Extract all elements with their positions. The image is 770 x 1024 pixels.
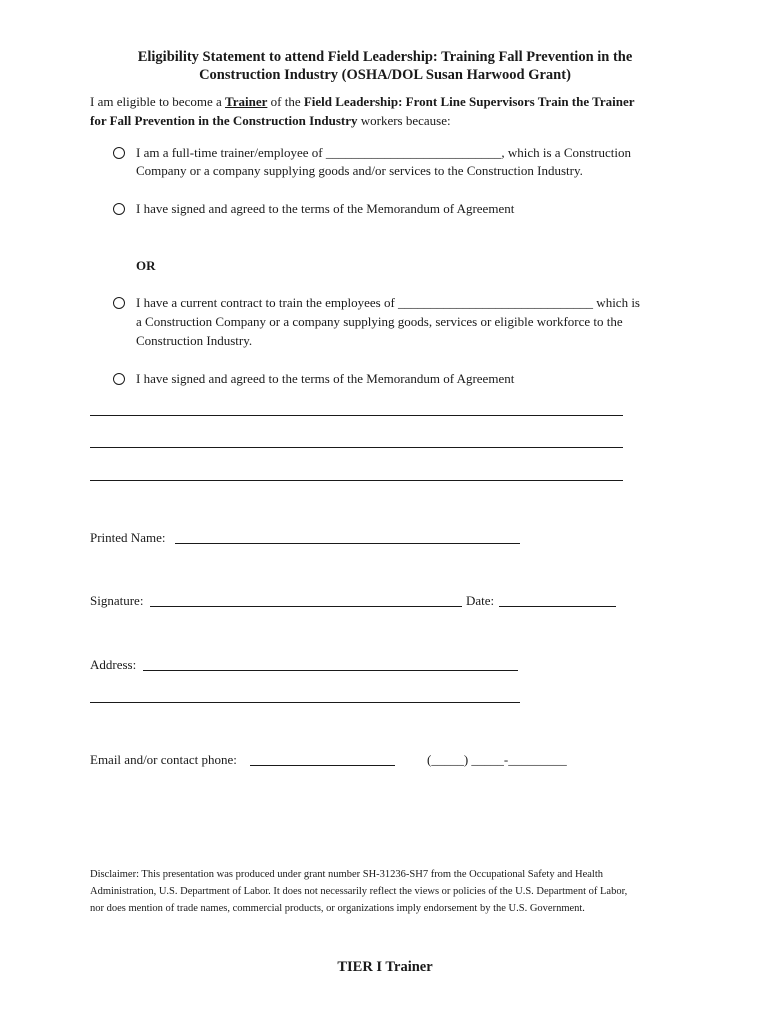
intro-text-end: workers because: bbox=[357, 113, 451, 128]
intro-line-2 bbox=[90, 111, 451, 130]
option-3-line-1: I have a current contract to train the employees of ______________________________ which is bbox=[136, 295, 640, 310]
date-label: Date: bbox=[466, 593, 495, 608]
document-title-line-1: Eligibility Statement to attend Field Leadership: Training Fall Prevention in the bbox=[137, 49, 633, 65]
intro-line-1 bbox=[90, 92, 635, 111]
signature-label: Signature: bbox=[90, 593, 144, 608]
disclaimer-line-3: nor does mention of trade names, commercial products, or organizations imply endorsement by the U.S. Government. bbox=[90, 903, 585, 914]
option-4-text: I have signed and agreed to the terms of the Memorandum of Agreement bbox=[136, 371, 515, 386]
intro-trainer-word: Trainer bbox=[225, 94, 268, 109]
printed-name-field[interactable] bbox=[175, 543, 520, 544]
option-3-line-2: a Construction Company or a company supplying goods, services or eligible workforce to the bbox=[136, 314, 623, 329]
date-field[interactable] bbox=[499, 606, 616, 607]
intro-text-start: I am eligible to become a bbox=[90, 94, 226, 109]
printed-name-label: Printed Name: bbox=[90, 530, 166, 545]
option-1-radio[interactable] bbox=[113, 147, 125, 159]
phone-field[interactable]: (_____) _____-_________ bbox=[427, 752, 567, 767]
comment-line-1[interactable] bbox=[90, 415, 623, 416]
disclaimer-line-1: Disclaimer: This presentation was produced under grant number SH-31236-SH7 from the Occupational Safety and Health bbox=[90, 869, 604, 880]
option-2-text: I have signed and agreed to the terms of the Memorandum of Agreement bbox=[136, 201, 515, 216]
disclaimer-line-2: Administration, U.S. Department of Labor. It does not necessarily reflect the views or policies of the U.S. Department of Labor, bbox=[90, 886, 628, 897]
intro-program-name: Field Leadership: Front Line Supervisors Train the Trainer bbox=[303, 94, 635, 109]
address-label: Address: bbox=[90, 657, 137, 672]
intro-program-name-cont: for Fall Prevention in the Construction Industry bbox=[90, 113, 358, 128]
address-field-line-1[interactable] bbox=[143, 670, 518, 671]
option-1-line-1: I am a full-time trainer/employee of ___________________________, which is a Construction bbox=[136, 145, 631, 160]
option-1-line-2: Company or a company supplying goods and/or services to the Construction Industry. bbox=[136, 163, 583, 178]
option-3-line-3: Construction Industry. bbox=[136, 333, 253, 348]
document-title-line-2: Construction Industry (OSHA/DOL Susan Harwood Grant) bbox=[199, 67, 571, 83]
option-4-radio[interactable] bbox=[113, 373, 125, 385]
intro-text-of: of the bbox=[267, 94, 304, 109]
signature-field[interactable] bbox=[150, 606, 462, 607]
option-2-radio[interactable] bbox=[113, 203, 125, 215]
email-phone-label: Email and/or contact phone: bbox=[90, 752, 237, 767]
option-3-radio[interactable] bbox=[113, 297, 125, 309]
address-field-line-2[interactable] bbox=[90, 702, 520, 703]
comment-line-2[interactable] bbox=[90, 447, 623, 448]
comment-line-3[interactable] bbox=[90, 480, 623, 481]
email-field[interactable] bbox=[250, 765, 395, 766]
or-label: OR bbox=[136, 258, 156, 273]
tier-footer-title: TIER I Trainer bbox=[337, 959, 433, 975]
